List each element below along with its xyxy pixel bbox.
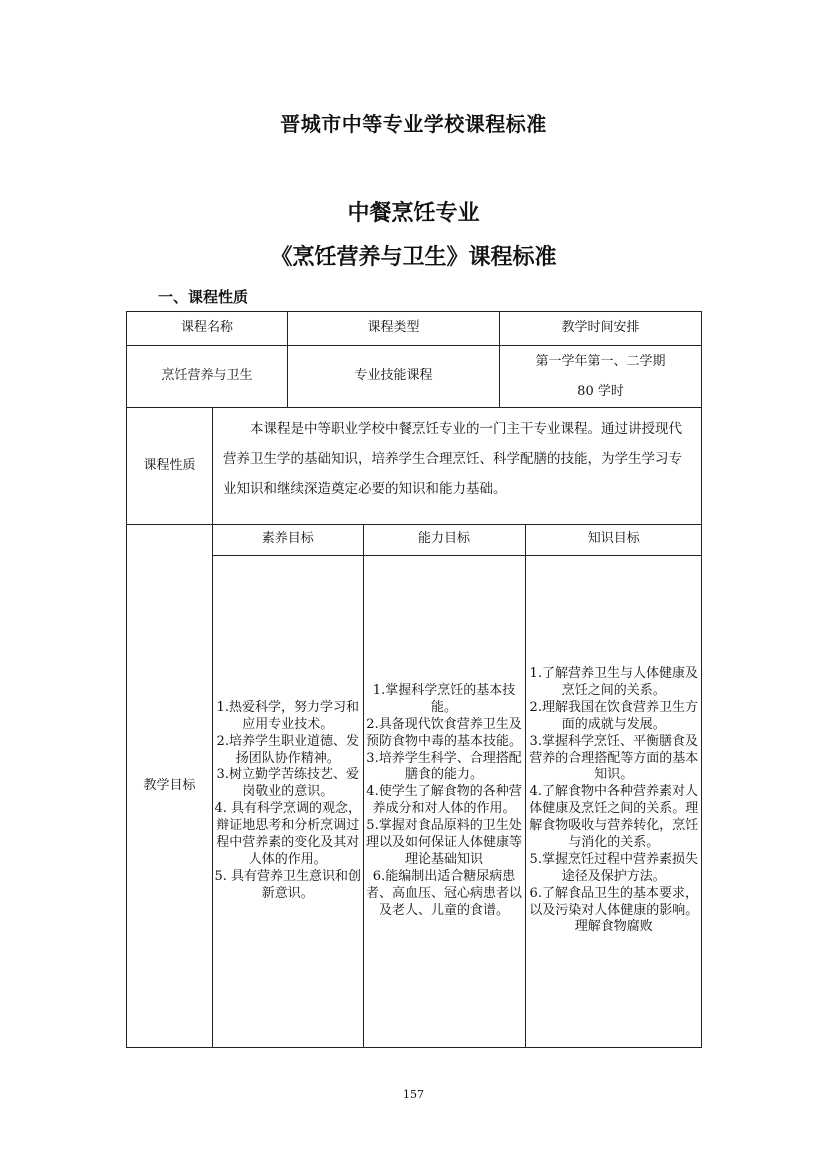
schedule-line2: 80 学时 <box>577 383 624 399</box>
page-number: 157 <box>403 1088 424 1101</box>
nature-text-cell <box>213 408 702 525</box>
header-course-type: 课程类型 <box>288 312 500 346</box>
goals-inner-table <box>213 525 702 1047</box>
list-item: 2.培养学生职业道德、发扬团队协作精神。 <box>216 733 359 766</box>
table-header-row <box>127 312 702 346</box>
goals-header-row <box>213 525 702 555</box>
major-title: 中餐烹饪专业 <box>347 201 480 226</box>
header-course-name: 课程名称 <box>127 312 288 346</box>
nature-label: 课程性质 <box>127 408 213 525</box>
header-knowledge-goals: 知识目标 <box>525 525 702 555</box>
list-item: 1.了解营养卫生与人体健康及烹饪之间的关系。 <box>529 666 698 699</box>
list-item: 4.了解食物中各种营养素对人体健康及烹饪之间的关系。理解食物吸收与营养转化，烹饪与消化的关系。 <box>529 784 699 851</box>
course-title: 《烹饪营养与卫生》课程标准 <box>270 245 557 270</box>
list-item: 1.掌握科学烹饪的基本技能。 <box>372 683 516 715</box>
list-item: 3.树立勤学苦练技艺、爱岗敬业的意识。 <box>216 767 359 800</box>
list-item: 2.具备现代饮食营养卫生及预防食物中毒的基本技能。 <box>365 716 522 749</box>
knowledge-goals-list <box>525 555 702 1047</box>
list-item: 6.了解食品卫生的基本要求，以及污染对人体健康的影响。理解食物腐败 <box>529 885 699 935</box>
schedule-line1: 第一学年第一、二学期 <box>535 353 666 369</box>
list-item: 5. 具有营养卫生意识和创新意识。 <box>214 868 362 901</box>
list-item: 1.热爱科学，努力学习和应用专业技术。 <box>216 699 359 732</box>
header-literacy-goals: 素养目标 <box>213 525 363 555</box>
course-type-value: 专业技能课程 <box>288 346 500 408</box>
course-name-value: 烹饪营养与卫生 <box>127 346 288 408</box>
list-item: 4.使学生了解食物的各种营养成分和对人体的作用。 <box>366 784 522 817</box>
header-schedule: 教学时间安排 <box>500 312 702 346</box>
section-heading: 一、课程性质 <box>158 288 249 306</box>
goals-content-row <box>213 555 702 1047</box>
list-item: 3.培养学生科学、合理搭配膳食的能力。 <box>366 750 522 783</box>
list-item: 5.掌握烹饪过程中营养素损失途径及保护方法。 <box>529 851 698 884</box>
schedule-value <box>500 346 702 408</box>
list-item: 5.掌握对食品原料的卫生处理以及如何保证人体健康等理论基础知识 <box>365 818 522 867</box>
list-item: 3.掌握科学烹饪、平衡膳食及营养的合理搭配等方面的基本知识。 <box>529 733 699 783</box>
document-title: 晋城市中等专业学校课程标准 <box>280 112 547 136</box>
list-item: 4. 具有科学烹调的观念，辩证地思考和分析烹调过程中营养素的变化及其对人体的作用。 <box>214 801 362 867</box>
nature-text: 本课程是中等职业学校中餐烹饪专业的一门主干专业课程。通过讲授现代营养卫生学的基础知识，培养学生合理烹饪、科学配膳的技能，为学生学习专业知识和继续深造奠定必要的知识和能力基础。 <box>223 421 682 497</box>
ability-goals-list <box>363 555 525 1047</box>
goals-label: 教学目标 <box>127 525 213 1048</box>
list-item: 2.理解我国在饮食营养卫生方面的成就与发展。 <box>529 699 698 732</box>
list-item: 6.能编制出适合糖尿病患者、高血压、冠心病患者以及老人、儿童的食谱。 <box>365 868 522 918</box>
literacy-goals-list <box>213 555 363 1047</box>
table-row <box>127 346 702 408</box>
course-standard-table <box>126 311 702 1048</box>
table-row-nature <box>127 408 702 525</box>
header-ability-goals: 能力目标 <box>363 525 525 555</box>
table-row-goals <box>127 525 702 1048</box>
goals-cell <box>213 525 702 1048</box>
